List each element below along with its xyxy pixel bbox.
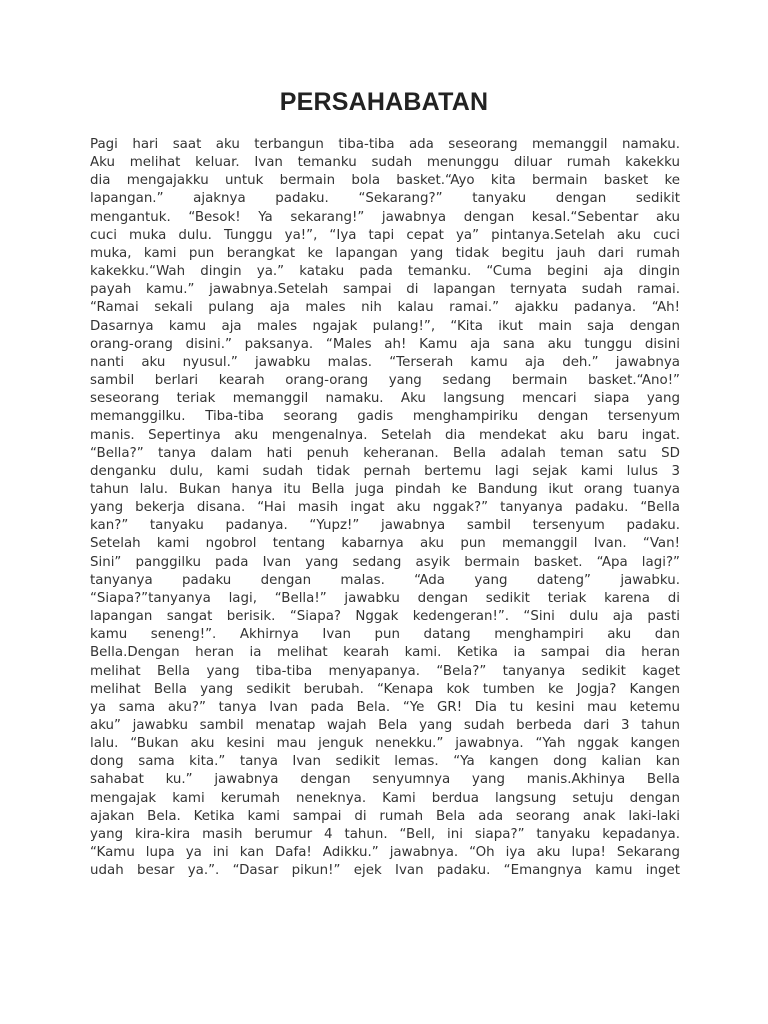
text-line: denganku dulu, kami sudah tidak pernah bertemu lagi sejak kami lulus 3 bbox=[90, 463, 680, 479]
text-line: payah kamu.” jawabnya.Setelah sampai di lapangan ternyata sudah ramai. bbox=[90, 282, 680, 298]
text-line: memanggilku. Tiba-tiba seorang gadis menghampiriku dengan tersenyum bbox=[90, 409, 680, 425]
text-line: yang bekerja disana. “Hai masih ingat aku nggak?” tanyanya padaku. “Bella bbox=[90, 500, 680, 516]
text-line: lapangan.” ajaknya padaku. “Sekarang?” tanyaku dengan sedikit bbox=[90, 191, 680, 207]
text-line: Pagi hari saat aku terbangun tiba-tiba ada seseorang memanggil namaku. bbox=[90, 137, 680, 152]
text-line: udah besar ya.”. “Dasar pikun!” ejek Ivan padaku. “Emangnya kamu inget bbox=[90, 863, 680, 879]
text-line: “Siapa?”tanyanya lagi, “Bella!” jawabku dengan sedikit teriak karena di bbox=[90, 590, 680, 606]
text-line: dong sama kita.” tanya Ivan sedikit lemas. “Ya kangen dong kalian kan bbox=[90, 754, 680, 770]
text-line: seseorang teriak memanggil namaku. Aku langsung mencari siapa yang bbox=[90, 391, 680, 407]
text-line: dia mengajakku untuk bermain bola basket.“Ayo kita bermain basket ke bbox=[90, 173, 680, 189]
text-line: cuci muka dulu. Tunggu ya!”, “Iya tapi cepat ya” pintanya.Setelah aku cuci bbox=[90, 227, 680, 243]
text-line: tahun lalu. Bukan hanya itu Bella juga pindah ke Bandung ikut orang tuanya bbox=[90, 481, 680, 497]
text-line: sambil berlari kearah orang-orang yang sedang bermain basket.“Ano!” bbox=[90, 373, 680, 389]
text-line: aku” jawabku sambil menatap wajah Bela yang sudah berbeda dari 3 tahun bbox=[90, 718, 680, 733]
text-line: tanyanya padaku dengan malas. “Ada yang dateng” jawabku. bbox=[90, 572, 680, 588]
text-line: sahabat ku.” jawabnya dengan senyumnya yang manis.Akhinya Bella bbox=[90, 772, 680, 788]
text-line: “Kamu lupa ya ini kan Dafa! Adikku.” jawabnya. “Oh iya aku lupa! Sekarang bbox=[90, 845, 680, 861]
text-line: manis. Sepertinya aku mengenalnya. Setelah dia mendekat aku baru ingat. bbox=[90, 427, 680, 443]
text-line: melihat Bella yang tiba-tiba menyapanya. “Bela?” tanyanya sedikit kaget bbox=[90, 663, 680, 679]
text-line: yang kira-kira masih berumur 4 tahun. “Bell, ini siapa?” tanyaku kepadanya. bbox=[90, 826, 680, 842]
text-line: mengajak kami kerumah neneknya. Kami berdua langsung setuju dengan bbox=[90, 790, 680, 806]
text-line: ya sama aku?” tanya Ivan pada Bela. “Ye GR! Dia tu kesini mau ketemu bbox=[90, 699, 680, 715]
text-line: kan?” tanyaku padanya. “Yupz!” jawabnya sambil tersenyum padaku. bbox=[90, 518, 680, 534]
document-title: PERSAHABATAN bbox=[279, 88, 489, 116]
text-line: lapangan sangat berisik. “Siapa? Nggak kedengeran!”. “Sini dulu aja pasti bbox=[90, 609, 680, 625]
story-text bbox=[90, 136, 680, 880]
text-line: Dasarnya kamu aja males ngajak pulang!”, “Kita ikut main saja dengan bbox=[90, 318, 680, 334]
text-line: kakekku.“Wah dingin ya.” kataku pada temanku. “Cuma begini aja dingin bbox=[90, 264, 680, 280]
text-line: nanti aku nyusul.” jawabku malas. “Terserah kamu aja deh.” jawabnya bbox=[90, 354, 680, 370]
text-line: “Ramai sekali pulang aja males nih kalau ramai.” ajakku padanya. “Ah! bbox=[90, 300, 680, 316]
text-line: Setelah kami ngobrol tentang kabarnya aku pun memanggil Ivan. “Van! bbox=[90, 536, 680, 552]
text-line: orang-orang disini.” paksanya. “Males ah! Kamu aja sana aku tunggu disini bbox=[90, 336, 680, 352]
text-line: melihat Bella yang sedikit berubah. “Kenapa kok tumben ke Jogja? Kangen bbox=[90, 681, 680, 697]
text-line: Sini” panggilku pada Ivan yang sedang asyik bermain basket. “Apa lagi?” bbox=[90, 554, 680, 570]
text-line: mengantuk. “Besok! Ya sekarang!” jawabnya dengan kesal.“Sebentar aku bbox=[90, 209, 680, 225]
text-line: “Bella?” tanya dalam hati penuh keheranan. Bella adalah teman satu SD bbox=[90, 445, 680, 461]
text-line: ajakan Bela. Ketika kami sampai di rumah Bela ada seorang anak laki-laki bbox=[90, 808, 680, 824]
text-line: muka, kami pun berangkat ke lapangan yang tidak begitu jauh dari rumah bbox=[90, 245, 680, 261]
text-line: Aku melihat keluar. Ivan temanku sudah menunggu diluar rumah kakekku bbox=[90, 155, 680, 171]
text-line: lalu. “Bukan aku kesini mau jenguk nenekku.” jawabnya. “Yah nggak kangen bbox=[90, 736, 680, 752]
text-line: Bella.Dengan heran ia melihat kearah kami. Ketika ia sampai dia heran bbox=[90, 645, 680, 661]
text-line: kamu seneng!”. Akhirnya Ivan pun datang menghampiri aku dan bbox=[90, 627, 680, 643]
